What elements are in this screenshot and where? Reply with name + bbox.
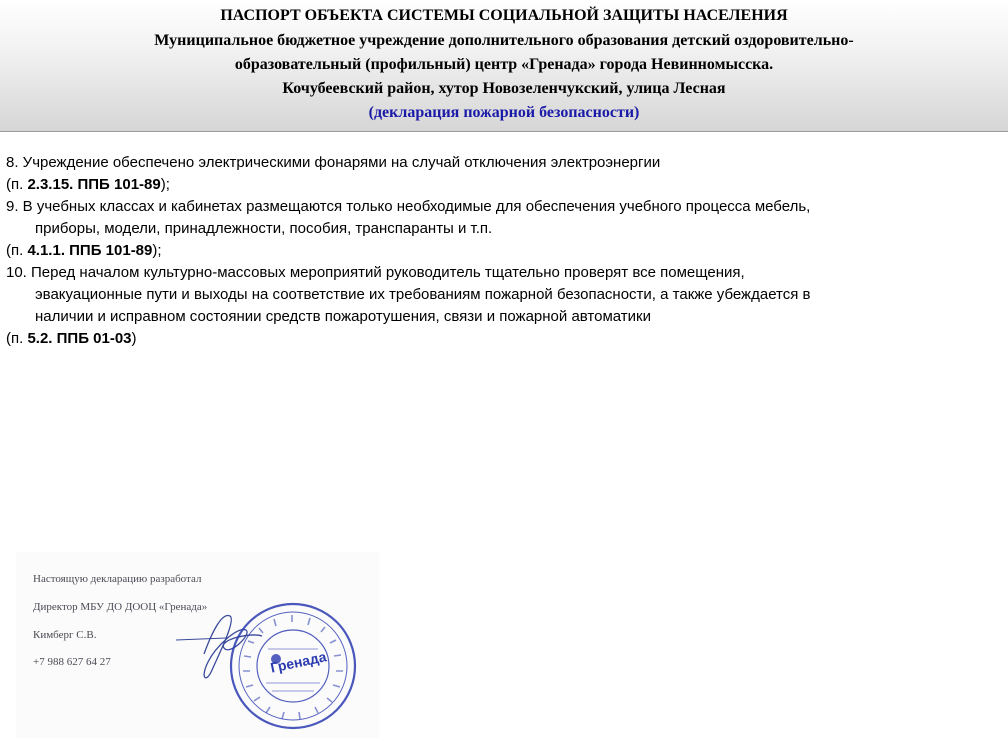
item-8-text: 8. Учреждение обеспечено электрическими фонарями на случай отключения электроэнергии bbox=[6, 154, 661, 171]
signature-person: Кимберг С.В. bbox=[33, 629, 97, 641]
ref-suffix: ); bbox=[152, 242, 162, 259]
organization-name-line-1: Муниципальное бюджетное учреждение дополнительного образования детский оздоровительно- bbox=[154, 32, 854, 49]
ref-code: 5.2. ППБ 01-03 bbox=[27, 330, 132, 347]
stamp-logo-text: Гренада bbox=[268, 648, 328, 676]
item-10-reference bbox=[6, 328, 1002, 350]
signature-phone: +7 988 627 64 27 bbox=[33, 656, 111, 668]
ref-code: 2.3.15. ППБ 101-89 bbox=[27, 176, 161, 193]
declaration-subtitle: (декларация пожарной безопасности) bbox=[368, 104, 640, 121]
item-9-reference bbox=[6, 240, 1002, 262]
item-9 bbox=[6, 196, 1002, 262]
ref-code: 4.1.1. ППБ 101-89 bbox=[27, 242, 153, 259]
item-10-text-line-1: 10. Перед началом культурно-массовых мероприятий руководитель тщательно проверят все помещения, bbox=[6, 264, 745, 281]
item-8-reference bbox=[6, 174, 1002, 196]
ref-prefix: (п. bbox=[6, 330, 28, 347]
item-10-text-line-3: наличии и исправном состоянии средств пожаротушения, связи и пожарной автоматики bbox=[35, 308, 651, 325]
signature-caption: Настоящую декларацию разработал bbox=[33, 573, 202, 585]
organization-address: Кочубеевский район, хутор Новозеленчукский, улица Лесная bbox=[282, 80, 726, 97]
organization-name-line-2: образовательный (профильный) центр «Гренада» города Невинномысска. bbox=[234, 56, 774, 73]
signature-position: Директор МБУ ДО ДООЦ «Гренада» bbox=[33, 601, 208, 613]
ref-suffix: ) bbox=[131, 330, 137, 347]
item-9-text-line-1: 9. В учебных классах и кабинетах размещаются только необходимые для обеспечения учебного процесса мебель, bbox=[6, 198, 811, 215]
item-8 bbox=[6, 152, 1002, 196]
item-9-text-line-2: приборы, модели, принадлежности, пособия, транспаранты и т.п. bbox=[35, 220, 493, 237]
ref-suffix: ); bbox=[160, 176, 170, 193]
page-title: ПАСПОРТ ОБЪЕКТА СИСТЕМЫ СОЦИАЛЬНОЙ ЗАЩИТЫ НАСЕЛЕНИЯ bbox=[220, 7, 788, 24]
signature-block bbox=[16, 552, 379, 738]
ref-prefix: (п. bbox=[6, 176, 28, 193]
document-header bbox=[0, 0, 1008, 132]
document-body bbox=[6, 152, 1002, 350]
item-10-text-line-2: эвакуационные пути и выходы на соответствие их требованиям пожарной безопасности, а также убеждается в bbox=[35, 286, 811, 303]
item-10 bbox=[6, 262, 1002, 350]
ref-prefix: (п. bbox=[6, 242, 28, 259]
